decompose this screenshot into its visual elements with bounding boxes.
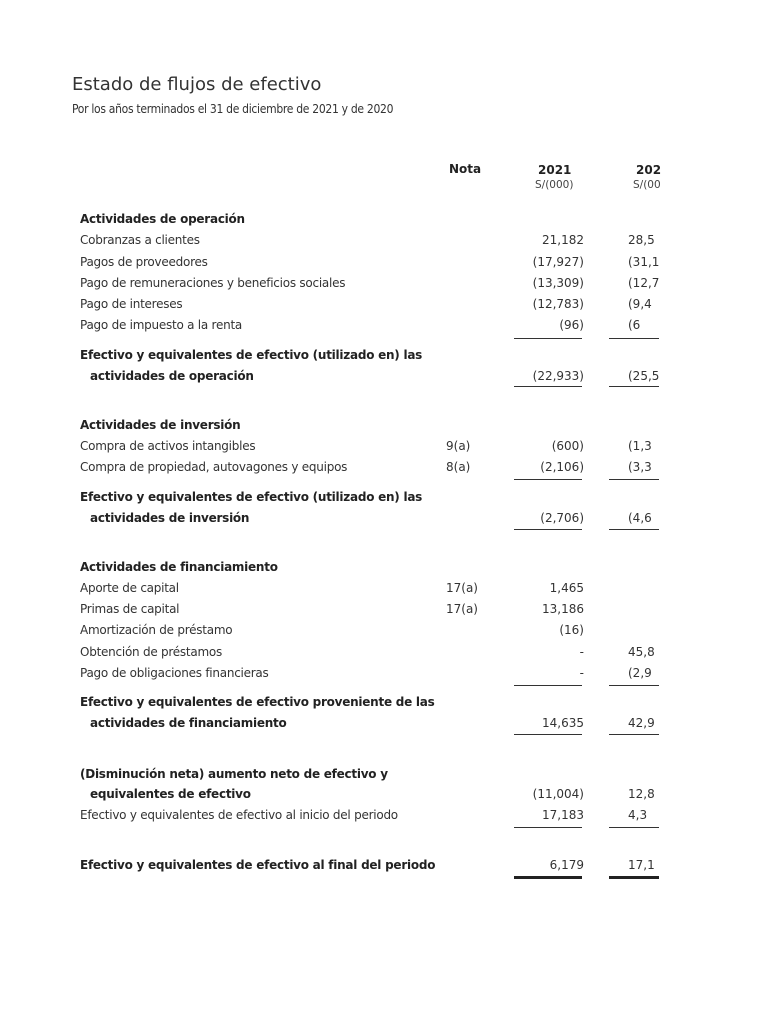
row-label: Efectivo y equivalentes de efectivo (utilizado en) las (80, 490, 423, 504)
row-label: Compra de activos intangibles (80, 439, 256, 453)
row-label: Efectivo y equivalentes de efectivo al inicio del periodo (80, 808, 398, 822)
subtotal-underline (609, 529, 659, 530)
table-row (0, 716, 768, 736)
row-label: Primas de capital (80, 602, 180, 616)
table-row (0, 255, 768, 275)
row-label: Pago de obligaciones financieras (80, 666, 269, 680)
row-label: actividades de financiamiento (90, 716, 287, 730)
row-value-2021: (2,106) (540, 460, 584, 474)
table-row (0, 490, 768, 510)
subtotal-underline (609, 479, 659, 480)
row-value-2021: (22,933) (532, 369, 584, 383)
table-row (0, 439, 768, 459)
table-row (0, 212, 768, 232)
table-row (0, 460, 768, 480)
row-value-2021: 1,465 (549, 581, 584, 595)
double-underline (514, 876, 582, 879)
row-value-2021: 6,179 (549, 858, 584, 872)
row-value-2021: (11,004) (532, 787, 584, 801)
row-label: Actividades de operación (80, 212, 245, 226)
subtotal-underline (609, 338, 659, 339)
row-label: (Disminución neta) aumento neto de efectivo y (80, 767, 388, 781)
table-row (0, 276, 768, 296)
row-label: Cobranzas a clientes (80, 233, 200, 247)
table-row (0, 623, 768, 643)
subtotal-underline (514, 338, 582, 339)
row-value-2021: (96) (559, 318, 584, 332)
subtotal-underline (514, 529, 582, 530)
table-row (0, 858, 768, 878)
table-row (0, 808, 768, 828)
table-row (0, 560, 768, 580)
row-label: actividades de inversión (90, 511, 250, 525)
table-row (0, 787, 768, 807)
row-value-2020: (6 (628, 318, 641, 332)
table-row (0, 418, 768, 438)
row-value-2020: (12,7 (628, 276, 660, 290)
table-row (0, 767, 768, 787)
row-note: 9(a) (446, 439, 471, 453)
row-note: 8(a) (446, 460, 471, 474)
subtotal-underline (514, 734, 582, 735)
subtotal-underline (514, 386, 582, 387)
table-row (0, 581, 768, 601)
table-row (0, 318, 768, 338)
row-value-2021: (16) (559, 623, 584, 637)
subtotal-underline (609, 386, 659, 387)
column-header-2020: 202 (636, 163, 662, 177)
double-underline (609, 876, 659, 879)
row-value-2020: (9,4 (628, 297, 652, 311)
table-row (0, 511, 768, 531)
row-label: Pagos de proveedores (80, 255, 208, 269)
row-value-2020: 28,5 (628, 233, 655, 247)
table-row (0, 297, 768, 317)
column-unit-2020: S/(00 (633, 179, 661, 191)
row-label: Actividades de inversión (80, 418, 241, 432)
row-value-2021: (12,783) (532, 297, 584, 311)
row-value-2020: (1,3 (628, 439, 652, 453)
row-label: Pago de impuesto a la renta (80, 318, 243, 332)
row-value-2020: 45,8 (628, 645, 655, 659)
table-row (0, 233, 768, 253)
row-value-2021: (600) (551, 439, 584, 453)
row-label: Efectivo y equivalentes de efectivo al final del periodo (80, 858, 436, 872)
row-value-2021: - (579, 666, 584, 680)
subtotal-underline (609, 734, 659, 735)
subtotal-underline (609, 685, 659, 686)
row-label: Compra de propiedad, autovagones y equipos (80, 460, 348, 474)
column-unit-2021: S/(000) (535, 179, 574, 191)
subtotal-underline (514, 827, 582, 828)
row-label: Obtención de préstamos (80, 645, 223, 659)
subtotal-underline (514, 479, 582, 480)
row-label: Amortización de préstamo (80, 623, 233, 637)
row-value-2021: - (579, 645, 584, 659)
row-value-2021: 13,186 (542, 602, 584, 616)
table-row (0, 645, 768, 665)
table-row (0, 602, 768, 622)
row-note: 17(a) (446, 581, 478, 595)
subtotal-underline (514, 685, 582, 686)
subtotal-underline (609, 827, 659, 828)
column-header-nota: Nota (449, 162, 482, 176)
row-label: Actividades de financiamiento (80, 560, 278, 574)
row-value-2020: (3,3 (628, 460, 652, 474)
row-value-2020: (4,6 (628, 511, 652, 525)
row-value-2021: 21,182 (542, 233, 584, 247)
row-value-2020: (25,5 (628, 369, 660, 383)
page-title: Estado de flujos de efectivo (72, 74, 322, 95)
table-row (0, 695, 768, 715)
table-row (0, 348, 768, 368)
row-label: Efectivo y equivalentes de efectivo (utilizado en) las (80, 348, 423, 362)
row-label: actividades de operación (90, 369, 254, 383)
row-value-2021: (17,927) (532, 255, 584, 269)
row-label: Pago de intereses (80, 297, 183, 311)
row-value-2020: 17,1 (628, 858, 655, 872)
row-label: Aporte de capital (80, 581, 179, 595)
row-value-2021: 17,183 (542, 808, 584, 822)
row-label: Efectivo y equivalentes de efectivo proveniente de las (80, 695, 435, 709)
row-value-2020: 42,9 (628, 716, 655, 730)
row-value-2020: (31,1 (628, 255, 660, 269)
table-row (0, 666, 768, 686)
row-label: Pago de remuneraciones y beneficios sociales (80, 276, 346, 290)
row-value-2021: 14,635 (542, 716, 584, 730)
row-value-2020: 4,3 (628, 808, 648, 822)
row-value-2021: (2,706) (540, 511, 584, 525)
column-header-2021: 2021 (538, 163, 572, 177)
row-note: 17(a) (446, 602, 478, 616)
row-value-2020: 12,8 (628, 787, 655, 801)
row-value-2020: (2,9 (628, 666, 652, 680)
row-label: equivalentes de efectivo (90, 787, 251, 801)
page-subtitle: Por los años terminados el 31 de diciembre de 2021 y de 2020 (72, 102, 394, 116)
row-value-2021: (13,309) (532, 276, 584, 290)
